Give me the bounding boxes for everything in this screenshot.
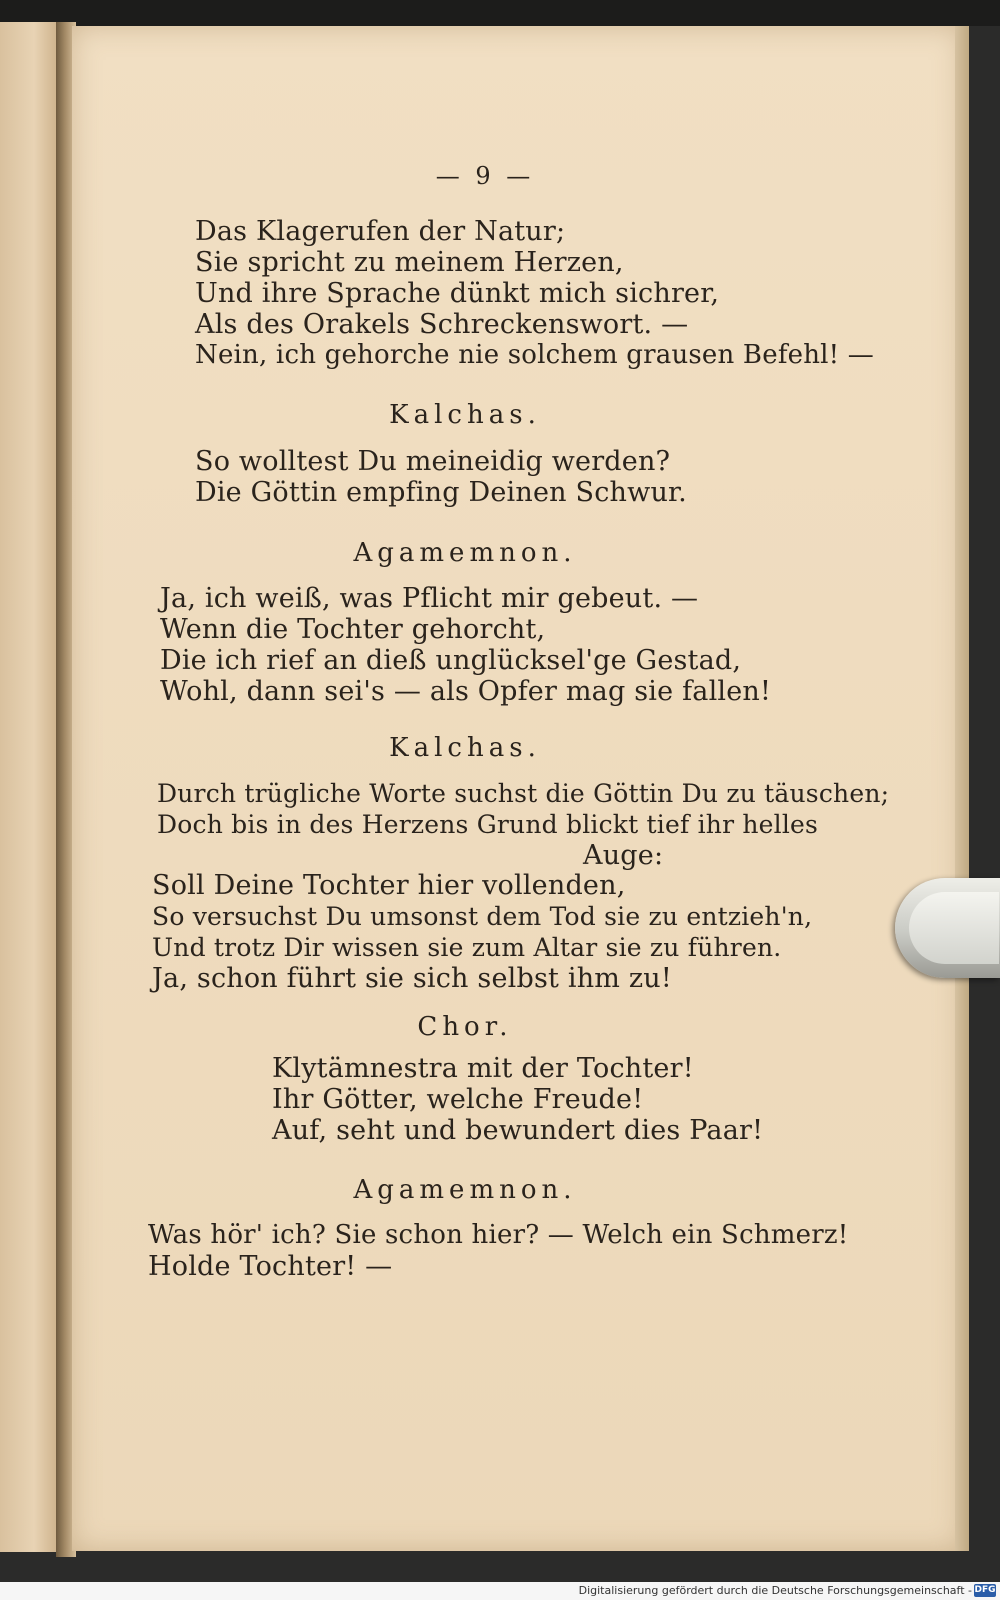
facing-page-edge [0,22,62,1552]
dfg-logo: DFG [974,1585,996,1595]
verse-line: Ja, ich weiß, was Pflicht mir gebeut. — [160,583,699,614]
footer-credit: Digitalisierung gefördert durch die Deutsche Forschungsgemeinschaft - [578,1584,972,1597]
speaker-heading: Kalchas. [389,733,541,763]
verse-line: Und ihre Sprache dünkt mich sichrer, [195,278,720,309]
verse-line: Das Klagerufen der Natur; [195,216,566,247]
verse-line: Was hör' ich? Sie schon hier? — Welch ein Schmerz! [148,1220,849,1250]
verse-line: Ihr Götter, welche Freude! [272,1084,644,1115]
verse-line-continuation: Auge: [583,840,664,871]
verse-line: Wohl, dann sei's — als Opfer mag sie fallen! [160,676,772,707]
verse-line: Klytämnestra mit der Tochter! [272,1053,694,1084]
verse-line: Holde Tochter! — [148,1251,393,1282]
page-number: — 9 — [435,162,535,190]
verse-line: Durch trügliche Worte suchst die Göttin Du zu täuschen; [157,779,890,808]
speaker-heading: Kalchas. [389,400,541,430]
verse-line: So versuchst Du umsonst dem Tod sie zu entzieh'n, [152,902,813,931]
verse-line: Die ich rief an dieß unglücksel'ge Gestad, [160,645,742,676]
speaker-heading: Agamemnon. [353,538,577,568]
verse-line: Doch bis in des Herzens Grund blickt tief ihr helles [157,810,819,839]
verse-line: Und trotz Dir wissen sie zum Altar sie zu führen. [152,933,782,962]
verse-line: Die Göttin empfing Deinen Schwur. [195,477,687,508]
verse-line: Sie spricht zu meinem Herzen, [195,247,624,278]
verse-line: Ja, schon führt sie sich selbst ihm zu! [152,963,672,994]
verse-line: So wolltest Du meineidig werden? [195,446,671,477]
verse-line: Wenn die Tochter gehorcht, [160,614,546,645]
page-clip [895,878,1000,978]
speaker-heading: Chor. [417,1012,513,1042]
page-edge [955,26,969,1551]
verse-line: Als des Orakels Schreckenswort. — [195,309,689,340]
verse-line: Auf, seht und bewundert dies Paar! [272,1115,764,1146]
verse-line: Nein, ich gehorche nie solchem grausen Befehl! — [195,340,874,370]
speaker-heading: Agamemnon. [353,1175,577,1205]
verse-line: Soll Deine Tochter hier vollenden, [152,870,626,901]
scan-background-top [0,0,1000,26]
